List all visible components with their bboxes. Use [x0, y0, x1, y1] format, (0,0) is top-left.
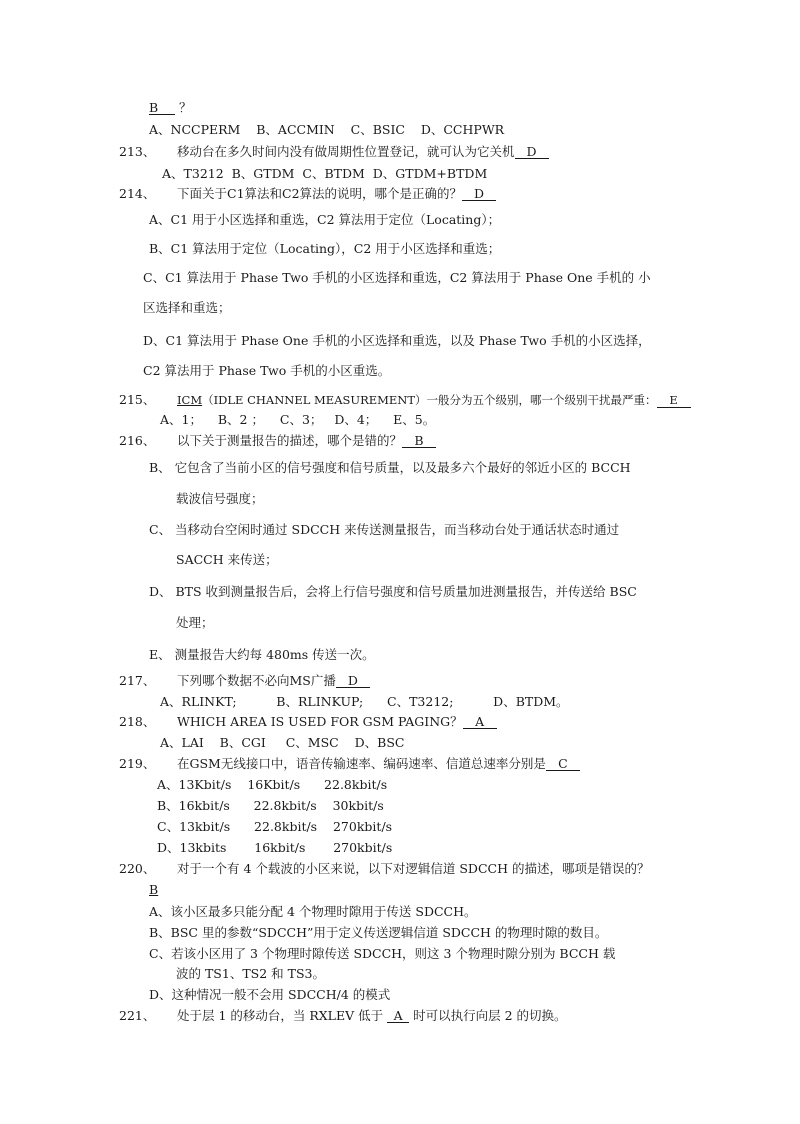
q220-answer: B: [149, 882, 159, 897]
q219-option-c: C、13kbit/s 22.8kbit/s 270kbit/s: [157, 819, 393, 834]
q221-question: 处于层 1 的移动台，当 RXLEV 低于 A 时可以执行向层 2 的切换。: [177, 1008, 567, 1023]
q218-question: WHICH AREA IS USED FOR GSM PAGING？ A: [177, 714, 497, 730]
q220-number: 220、: [119, 861, 156, 876]
q214-option-b: B、C1 算法用于定位（Locating），C2 用于小区选择和重选；: [149, 241, 501, 256]
answer-blank: D: [462, 187, 496, 201]
q219-option-b: B、16kbit/s 22.8kbit/s 30kbit/s: [157, 798, 384, 813]
q220-option-c-cont: 波的 TS1、TS2 和 TS3。: [176, 966, 325, 981]
q219-number: 219、: [119, 756, 156, 771]
q216-option-d: D、 BTS 收到测量报告后，会将上行信号强度和信号质量加进测量报告，并传送给 BSC: [149, 584, 637, 599]
answer-blank: D: [515, 145, 549, 159]
answer-blank: C: [546, 757, 580, 771]
answer-blank: A: [463, 715, 497, 729]
q214-option-d: D、C1 算法用于 Phase One 手机的小区选择和重选，以及 Phase Two 手机的小区选择，: [143, 333, 651, 348]
q216-option-b: B、 它包含了当前小区的信号强度和信号质量，以及最多六个最好的邻近小区的 BCCH: [149, 460, 631, 475]
q212-options: A、NCCPERM B、ACCMIN C、BSIC D、CCHPWR: [149, 122, 505, 137]
q214-option-c: C、C1 算法用于 Phase Two 手机的小区选择和重选，C2 算法用于 Phase One 手机的 小: [143, 270, 651, 285]
q216-option-c-cont: SACCH 来传送；: [176, 552, 278, 567]
q214-question: 下面关于C1算法和C2算法的说明，哪个是正确的？ D: [177, 186, 496, 202]
answer-blank: B: [149, 101, 175, 115]
q213-number: 213、: [119, 144, 156, 159]
q220-option-a: A、该小区最多只能分配 4 个物理时隙用于传送 SDCCH。: [149, 904, 477, 919]
q215-number: 215、: [119, 392, 156, 407]
answer-blank: D: [336, 674, 370, 688]
q217-question: 下列哪个数据不必向MS广播 D: [177, 673, 370, 689]
q216-number: 216、: [119, 433, 156, 448]
q219-question: 在GSM无线接口中，语音传输速率、编码速率、信道总速率分别是 C: [177, 756, 580, 772]
q214-number: 214、: [119, 186, 156, 201]
q216-option-e: E、 测量报告大约每 480ms 传送一次。: [149, 647, 375, 662]
q217-options: A、RLINKT; B、RLINKUP; C、T3212; D、BTDM。: [160, 694, 569, 709]
q218-options: A、LAI B、CGI C、MSC D、BSC: [160, 735, 405, 750]
q215-options: A、1； B、2 ； C、3； D、4； E、5。: [160, 412, 436, 427]
q217-number: 217、: [119, 673, 156, 688]
icm-abbr: ICM: [177, 393, 203, 407]
q216-option-b-cont: 载波信号强度；: [176, 491, 264, 506]
q220-question: 对于一个有 4 个载波的小区来说，以下对逻辑信道 SDCCH 的描述，哪项是错误的？: [177, 861, 650, 876]
q220-option-c: C、若该小区用了 3 个物理时隙传送 SDCCH，则这 3 个物理时隙分别为 BCCH 载: [149, 946, 616, 961]
q216-option-c: C、 当移动台空闲时通过 SDCCH 来传送测量报告，而当移动台处于通话状态时通过: [149, 522, 620, 537]
q216-option-d-cont: 处理；: [176, 615, 214, 630]
q219-option-d: D、13kbits 16kbit/s 270kbit/s: [157, 840, 393, 855]
q220-option-b: B、BSC 里的参数“SDCCH”用于定义传送逻辑信道 SDCCH 的物理时隙的数目。: [149, 925, 608, 940]
q216-question: 以下关于测量报告的描述，哪个是错的？ B: [177, 433, 436, 449]
q213-question: 移动台在多久时间内没有做周期性位置登记，就可认为它关机 D: [177, 144, 549, 160]
answer-blank: B: [402, 434, 436, 448]
q214-option-a: A、C1 用于小区选择和重选，C2 算法用于定位（Locating）；: [149, 212, 501, 227]
q213-options: A、T3212 B、GTDM C、BTDM D、GTDM+BTDM: [162, 166, 488, 181]
q221-number: 221、: [119, 1008, 156, 1023]
q220-option-d: D、这种情况一般不会用 SDCCH/4 的模式: [149, 987, 391, 1002]
q218-number: 218、: [119, 714, 156, 729]
answer-blank: E: [657, 394, 691, 408]
q219-option-a: A、13Kbit/s 16Kbit/s 22.8kbit/s: [157, 777, 388, 792]
answer-blank: A: [387, 1009, 409, 1023]
q214-option-c-cont: 区选择和重选；: [143, 300, 231, 315]
q215-question: ICM（IDLE CHANNEL MEASUREMENT）一般分为五个级别，哪一个级别干扰最严重： E: [177, 392, 691, 408]
q212-answer-line: B ？: [149, 100, 192, 115]
q214-option-d-cont: C2 算法用于 Phase Two 手机的小区重选。: [143, 363, 391, 378]
